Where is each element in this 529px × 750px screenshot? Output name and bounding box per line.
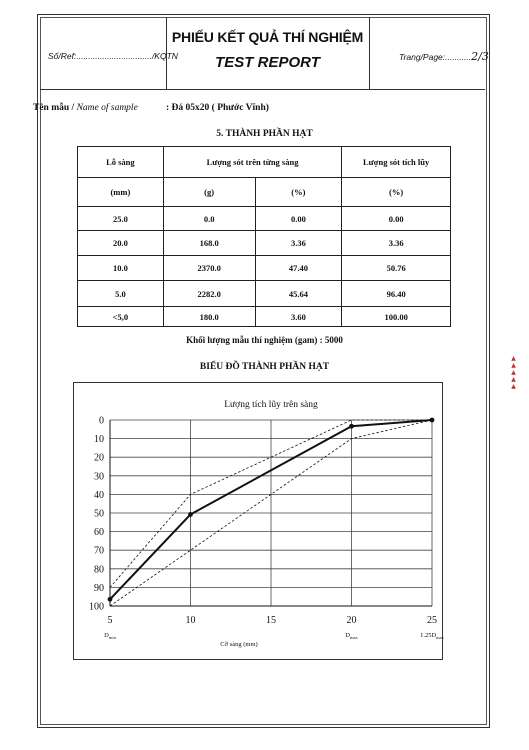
table-row (78, 281, 451, 307)
side-stamp: ▲▲▲▲▲ (510, 355, 517, 390)
data-point (188, 512, 193, 517)
cell-mass: 2370.0 (163, 256, 255, 281)
sample-name-label: Tên mẫu / Name of sample (33, 103, 138, 113)
chart-section-title: BIỂU ĐỒ THÀNH PHẦN HẠT (199, 362, 330, 372)
title-english: TEST REPORT (215, 54, 320, 71)
ref-cell (40, 17, 178, 89)
table-row (78, 231, 451, 256)
x-tick-label: 20 (346, 615, 357, 626)
cell-sieve: 10.0 (78, 256, 164, 281)
y-tick-label: 70 (94, 545, 104, 557)
x-tick-label: 5 (107, 615, 113, 626)
x-sublabel: $1.25D_{max}$ (420, 632, 444, 640)
grain-size-table (77, 146, 451, 327)
y-tick-label: 50 (94, 508, 104, 520)
y-tick-label: 20 (94, 452, 104, 464)
title-cell (166, 17, 370, 89)
y-tick-label: 30 (94, 471, 104, 483)
cell-mass: 0.0 (163, 207, 255, 231)
page-cell (369, 17, 489, 89)
sample-mass-note: Khối lượng mẫu thí nghiệm (gam) : 5000 (186, 335, 343, 345)
x-tick-label: 25 (427, 615, 437, 626)
x-tick-label: 10 (185, 615, 196, 626)
y-tick-label: 80 (94, 564, 104, 576)
section-title: 5. THÀNH PHẦN HẠT (216, 129, 313, 139)
cell-mass: 168.0 (163, 231, 255, 256)
unit-cumulative: (%) (342, 178, 451, 207)
unit-mass: (g) (163, 178, 255, 207)
cell-sieve: 5.0 (78, 281, 164, 307)
cell-percent: 47.40 (255, 256, 342, 281)
table-row (78, 256, 451, 281)
x-tick-label: 15 (266, 615, 276, 626)
y-tick-label: 10 (94, 434, 104, 446)
y-tick-label: 60 (94, 527, 104, 539)
header-sieve: Lỗ sàng (78, 147, 164, 178)
x-sublabel: $D_{min}$ (104, 632, 116, 640)
chart-plot-title: Lượng tích lũy trên sàng (224, 400, 318, 410)
cell-percent: 0.00 (255, 207, 342, 231)
y-tick-label: 90 (94, 582, 104, 594)
cell-cumulative: 0.00 (342, 207, 451, 231)
grading-chart (73, 382, 443, 660)
cell-sieve: <5,0 (78, 307, 164, 327)
cell-percent: 3.36 (255, 231, 342, 256)
table-row (78, 207, 451, 231)
cell-cumulative: 100.00 (342, 307, 451, 327)
header-cumulative: Lượng sót tích lũy (342, 147, 451, 178)
page-number: Trang/Page:...........2/3 (399, 50, 489, 63)
data-point (349, 424, 354, 429)
y-tick-label: 40 (94, 489, 104, 501)
cell-cumulative: 3.36 (342, 231, 451, 256)
cell-sieve: 20.0 (78, 231, 164, 256)
y-tick-label: 100 (89, 601, 104, 613)
cell-cumulative: 96.40 (342, 281, 451, 307)
cell-mass: 180.0 (163, 307, 255, 327)
cell-sieve: 25.0 (78, 207, 164, 231)
grading-chart-svg (74, 383, 442, 659)
sample-name-value: : Đá 05x20 ( Phước Vĩnh) (166, 103, 269, 113)
cell-cumulative: 50.76 (342, 256, 451, 281)
x-axis-label: Cỡ sàng (mm) (220, 641, 258, 648)
header-retained: Lượng sót trên từng sàng (163, 147, 342, 178)
table-row (78, 307, 451, 327)
cell-mass: 2282.0 (163, 281, 255, 307)
unit-percent: (%) (255, 178, 342, 207)
ref-number: Số/Ref:................................/KQTN (48, 51, 178, 61)
x-sublabel: $D_{max}$ (345, 632, 358, 640)
data-point (108, 597, 113, 602)
unit-sieve: (mm) (78, 178, 164, 207)
title-vietnamese: PHIẾU KẾT QUẢ THÍ NGHIỆM (171, 29, 364, 45)
cell-percent: 45.64 (255, 281, 342, 307)
cell-percent: 3.60 (255, 307, 342, 327)
y-tick-label: 0 (99, 415, 104, 427)
report-header (40, 17, 489, 90)
